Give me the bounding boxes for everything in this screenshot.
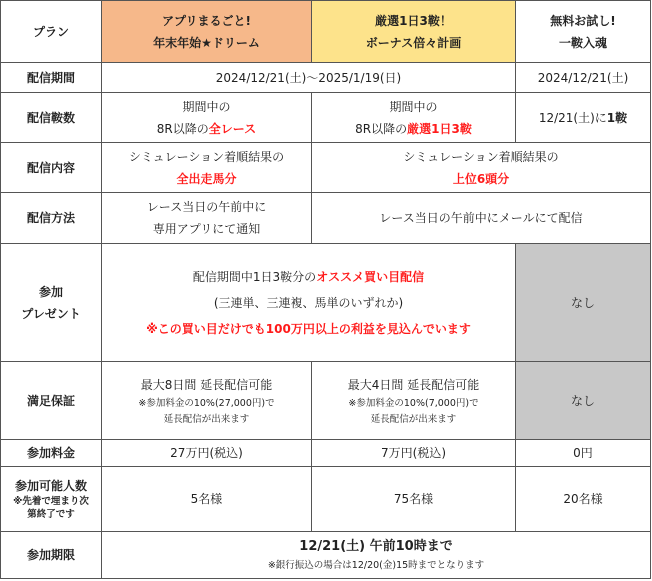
content-label: 配信内容 bbox=[1, 143, 102, 193]
period-c-value: 2024/12/21(土) bbox=[516, 63, 651, 93]
content-a-emphasis: 全出走馬分 bbox=[176, 171, 237, 186]
method-bc-value: レース当日の午前中にメールにて配信 bbox=[312, 193, 651, 244]
present-profit-note: ※この買い目だけでも100万円以上の利益を見込んでいます bbox=[146, 321, 471, 336]
present-ab-value bbox=[102, 244, 516, 362]
present-label-line1: 参加 bbox=[38, 284, 63, 299]
plan-header-label bbox=[1, 1, 102, 63]
guarantee-a-note2: 延長配信が出来ます bbox=[163, 413, 250, 425]
guarantee-b-note1: ※参加料金の10%(7,000円)で bbox=[348, 397, 479, 409]
plan-c-header bbox=[516, 1, 651, 63]
capacity-a-value: 5名様 bbox=[102, 467, 312, 532]
deadline-main: 12/21(土) 午前10時まで bbox=[299, 539, 453, 554]
present-c-value: なし bbox=[516, 244, 651, 362]
plan-label: プラン bbox=[32, 24, 69, 39]
fee-b-value: 7万円(税込) bbox=[312, 440, 516, 467]
method-row bbox=[1, 193, 651, 244]
period-ab-value: 2024/12/21(土)～2025/1/19(日) bbox=[102, 63, 516, 93]
content-row bbox=[1, 143, 651, 193]
races-b-line2-prefix: 8R以降の bbox=[355, 121, 408, 136]
fee-a-value: 27万円(税込) bbox=[102, 440, 312, 467]
races-a-line2-prefix: 8R以降の bbox=[156, 121, 209, 136]
content-a-value bbox=[102, 143, 312, 193]
races-a-line1: 期間中の bbox=[182, 99, 231, 114]
present-line1-prefix: 配信期間中1日3鞍分の bbox=[192, 269, 317, 284]
deadline-row bbox=[1, 532, 651, 579]
deadline-value bbox=[102, 532, 651, 579]
guarantee-b-value bbox=[312, 362, 516, 440]
plan-c-name-line1: 無料お試し! bbox=[550, 13, 616, 28]
capacity-b-value: 75名様 bbox=[312, 467, 516, 532]
header-row bbox=[1, 1, 651, 63]
races-a-value bbox=[102, 93, 312, 143]
fee-label: 参加料金 bbox=[1, 440, 102, 467]
guarantee-label: 満足保証 bbox=[1, 362, 102, 440]
guarantee-row bbox=[1, 362, 651, 440]
capacity-c-value: 20名様 bbox=[516, 467, 651, 532]
guarantee-b-note2: 延長配信が出来ます bbox=[370, 413, 457, 425]
fee-c-value: 0円 bbox=[516, 440, 651, 467]
plan-b-name-line2: ボーナス倍々計画 bbox=[365, 35, 462, 50]
guarantee-c-value: なし bbox=[516, 362, 651, 440]
content-bc-value bbox=[312, 143, 651, 193]
guarantee-a-note1: ※参加料金の10%(27,000円)で bbox=[138, 397, 275, 409]
plan-a-name-line2: 年末年始★ドリーム bbox=[153, 35, 260, 50]
deadline-label: 参加期限 bbox=[1, 532, 102, 579]
races-row bbox=[1, 93, 651, 143]
races-a-emphasis: 全レース bbox=[208, 121, 257, 136]
period-label: 配信期間 bbox=[1, 63, 102, 93]
plan-b-name-line1: 厳選1日3鞍！ bbox=[375, 13, 452, 28]
guarantee-a-value bbox=[102, 362, 312, 440]
guarantee-a-line1: 最大8日間 延長配信可能 bbox=[140, 377, 273, 392]
plan-a-name-line1: アプリまるごと! bbox=[162, 13, 251, 28]
capacity-label bbox=[1, 467, 102, 532]
races-c-prefix: 12/21(土)に bbox=[538, 110, 607, 125]
plan-a-header bbox=[102, 1, 312, 63]
races-b-value bbox=[312, 93, 516, 143]
method-a-line1: レース当日の午前中に bbox=[146, 200, 267, 214]
present-emphasis: オススメ買い目配信 bbox=[316, 269, 425, 284]
races-c-value bbox=[516, 93, 651, 143]
plan-b-header bbox=[312, 1, 516, 63]
races-label: 配信鞍数 bbox=[1, 93, 102, 143]
races-b-line1: 期間中の bbox=[389, 99, 438, 114]
races-b-emphasis: 厳選1日3鞍 bbox=[407, 121, 472, 136]
capacity-note2: 第終了です bbox=[27, 509, 75, 520]
capacity-note1: ※先着で埋まり次 bbox=[13, 496, 89, 507]
capacity-label-text: 参加可能人数 bbox=[14, 479, 87, 493]
method-label: 配信方法 bbox=[1, 193, 102, 244]
present-label bbox=[1, 244, 102, 362]
races-c-bold: 1鞍 bbox=[606, 110, 628, 125]
period-row bbox=[1, 63, 651, 93]
method-a-line2: 専用アプリにて通知 bbox=[152, 222, 261, 236]
present-label-line2: プレゼント bbox=[21, 306, 81, 321]
deadline-bank-note: ※銀行振込の場合は12/20(金)15時までとなります bbox=[267, 560, 485, 571]
present-line2: (三連単、三連複、馬単のいずれか) bbox=[213, 295, 404, 310]
content-a-line1: シミュレーション着順結果の bbox=[128, 149, 285, 164]
guarantee-b-line1: 最大4日間 延長配信可能 bbox=[347, 377, 480, 392]
present-row bbox=[1, 244, 651, 362]
plan-c-name-line2: 一鞍入魂 bbox=[558, 35, 607, 50]
fee-row bbox=[1, 440, 651, 467]
content-bc-line1: シミュレーション着順結果の bbox=[403, 149, 559, 164]
capacity-row bbox=[1, 467, 651, 532]
content-bc-emphasis: 上位6頭分 bbox=[452, 171, 510, 186]
method-a-value bbox=[102, 193, 312, 244]
